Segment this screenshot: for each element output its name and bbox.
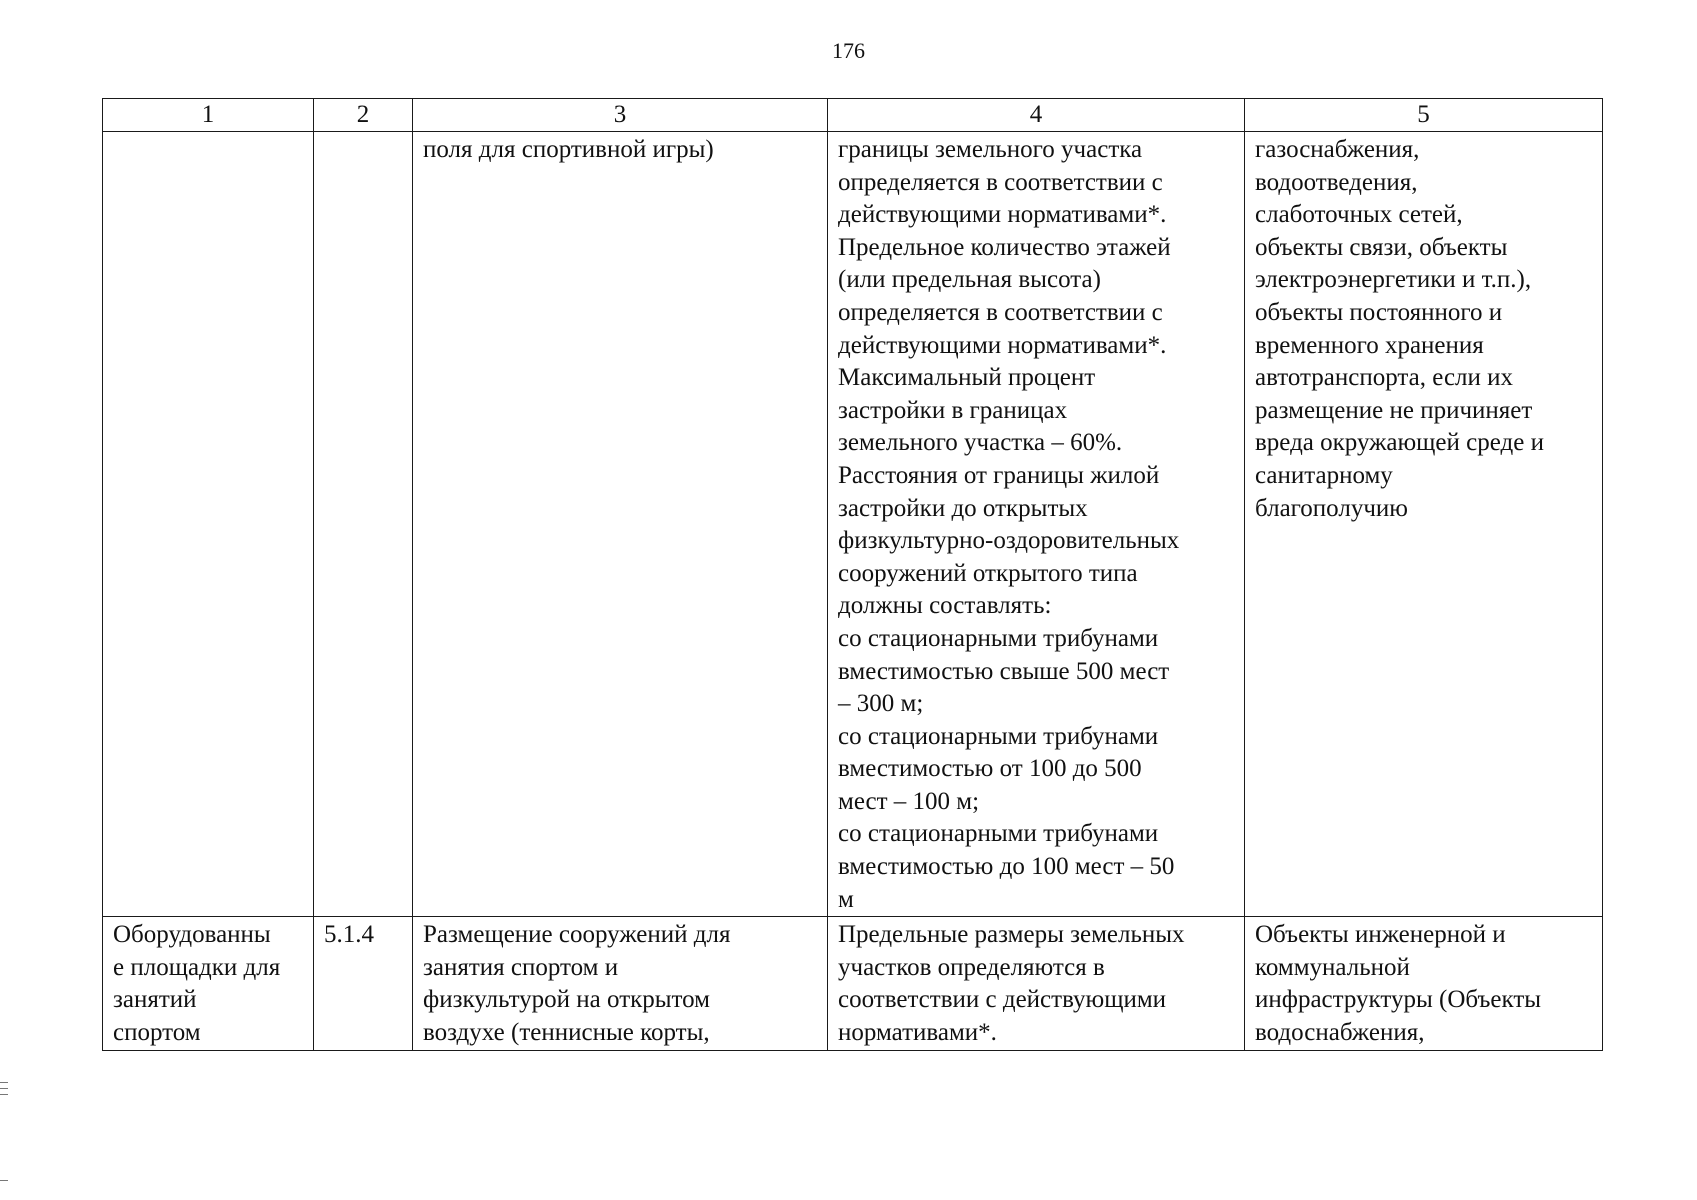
cell-code: 5.1.4 [314, 917, 413, 1050]
scan-edge-mark [0, 1088, 8, 1089]
column-header-1: 1 [103, 99, 314, 132]
cell-description: поля для спортивной игры) [413, 132, 828, 917]
cell-auxiliary-uses: Объекты инженерной и коммунальной инфраструктуры (Объекты водоснабжения, [1245, 917, 1603, 1050]
column-header-4: 4 [828, 99, 1245, 132]
table-row [103, 917, 1603, 1050]
cell-use-type: Оборудованны е площадки для занятий спортом [103, 917, 314, 1050]
column-header-5: 5 [1245, 99, 1603, 132]
scan-edge-mark [0, 1082, 8, 1083]
table-header-row [103, 99, 1603, 132]
column-header-2: 2 [314, 99, 413, 132]
scan-edge-mark [0, 1180, 8, 1181]
cell-code [314, 132, 413, 917]
page-number: 176 [832, 38, 865, 63]
scan-edge-mark [0, 1094, 8, 1095]
cell-use-type [103, 132, 314, 917]
regulations-table [102, 98, 1603, 1051]
column-header-3: 3 [413, 99, 828, 132]
cell-description: Размещение сооружений для занятия спортом и физкультурой на открытом воздухе (теннисные корты, [413, 917, 828, 1050]
cell-parameters: Предельные размеры земельных участков определяются в соответствии с действующими нормативами*. [828, 917, 1245, 1050]
cell-auxiliary-uses: газоснабжения, водоотведения, слаботочных сетей, объекты связи, объекты электроэнергетики и т.п.), объекты постоянного и временного хранения автотранспорта, если их размещение не причиняет вреда окружающей среде и санитарному благополучию [1245, 132, 1603, 917]
cell-parameters: границы земельного участка определяется в соответствии с действующими нормативами*. Предельное количество этажей (или предельная высота) определяется в соответствии с действующими нормативами*. Максимальный процент застройки в границах земельного участка – 60%. Расстояния от границы жилой застройки до открытых физкультурно-оздоровительных сооружений открытого типа должны составлять: со стационарными трибунами вместимостью свыше 500 мест – 300 м; со стационарными трибунами вместимостью от 100 до 500 мест – 100 м; со стационарными трибунами вместимостью до 100 мест – 50 м [828, 132, 1245, 917]
table-row [103, 132, 1603, 917]
